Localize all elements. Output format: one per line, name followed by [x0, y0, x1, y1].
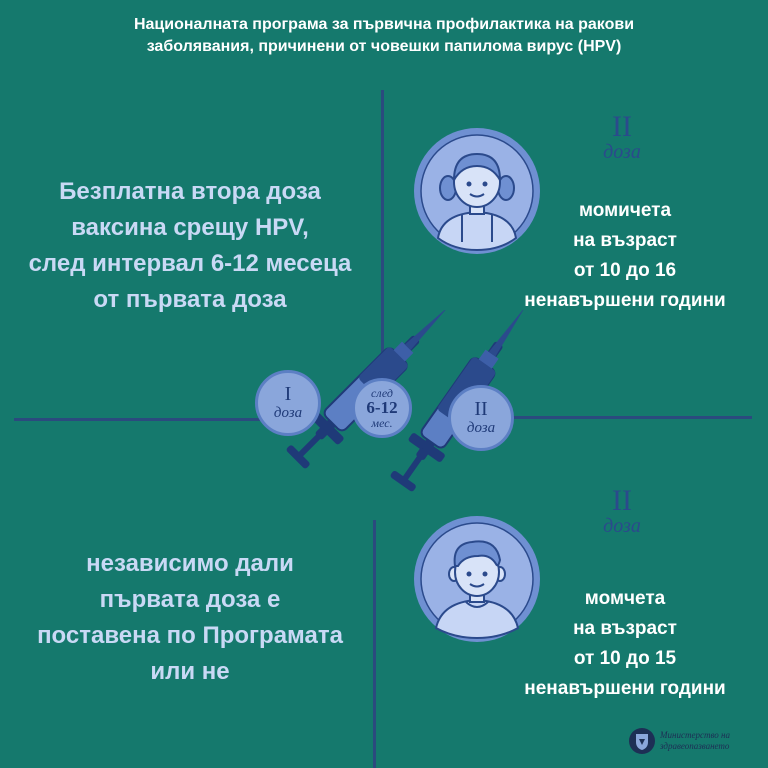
interval-after: след	[371, 386, 393, 400]
free-dose-line: ваксина срещу HPV,	[71, 214, 309, 241]
regardless-line: или не	[150, 658, 230, 685]
boys-line: ненавършени години	[524, 678, 726, 699]
boys-dose-label	[590, 486, 654, 536]
free-dose-line: след интервал 6-12 месеца	[28, 250, 352, 277]
first-dose-number: I	[284, 383, 292, 405]
boys-dose-word: доза	[603, 515, 641, 537]
regardless-text	[20, 546, 360, 690]
girls-line: ненавършени години	[524, 290, 726, 311]
free-dose-line: Безплатна втора доза	[59, 178, 321, 205]
girls-line: на възраст	[573, 230, 677, 251]
interval-badge	[352, 378, 412, 438]
ministry-line-2: здравеопазването	[660, 741, 730, 751]
regardless-line: първата доза е	[99, 586, 281, 613]
divider-horizontal-right	[498, 416, 752, 419]
free-second-dose-text	[10, 174, 370, 318]
second-dose-word: доза	[466, 420, 496, 436]
interval-unit: мес.	[371, 416, 393, 430]
first-dose-badge	[255, 370, 321, 436]
girls-dose-number: II	[612, 110, 632, 143]
title-line-1: Националната програма за първична профилактика на ракови	[133, 16, 635, 33]
boys-line: на възраст	[573, 618, 677, 639]
boys-line: от 10 до 15	[573, 648, 677, 669]
interval-range: 6-12	[366, 398, 398, 417]
boys-line: момчета	[584, 588, 666, 609]
second-dose-number: II	[474, 398, 488, 420]
ministry-logo	[628, 727, 758, 757]
title-line-2: заболявания, причинени от човешки папилома вирус (HPV)	[146, 38, 622, 55]
second-dose-badge	[448, 385, 514, 451]
girls-dose-word: доза	[603, 141, 641, 163]
first-dose-word: доза	[273, 405, 303, 421]
boys-dose-number: II	[612, 484, 632, 517]
free-dose-line: от първата доза	[93, 286, 287, 313]
divider-vertical-bottom	[373, 520, 376, 768]
regardless-line: поставена по Програмата	[37, 622, 343, 649]
ministry-line-1: Министерство на	[660, 730, 730, 740]
page-title	[20, 14, 748, 58]
girls-age-group	[490, 196, 760, 316]
girls-line: момичета	[578, 200, 672, 221]
coat-of-arms-icon	[628, 727, 656, 755]
girls-line: от 10 до 16	[573, 260, 677, 281]
divider-horizontal-left	[14, 418, 264, 421]
boys-age-group	[490, 584, 760, 704]
regardless-line: независимо дали	[86, 550, 294, 577]
girls-dose-label	[590, 112, 654, 162]
ministry-name	[660, 730, 760, 752]
